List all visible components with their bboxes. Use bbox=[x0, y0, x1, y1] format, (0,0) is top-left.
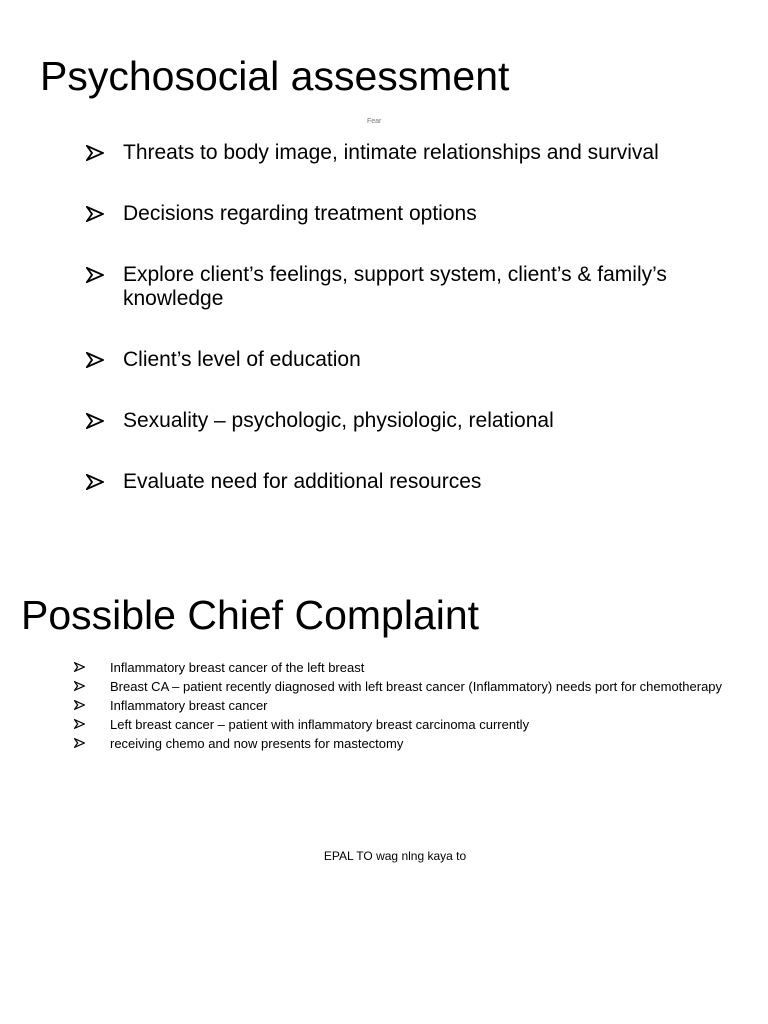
list-item bbox=[86, 202, 696, 226]
list-item bbox=[74, 679, 730, 694]
arrow-bullet-icon bbox=[86, 206, 104, 222]
arrow-bullet-icon bbox=[74, 738, 85, 748]
list-item-text: Breast CA – patient recently diagnosed with left breast cancer (Inflammatory) needs port for chemotherapy bbox=[110, 679, 723, 694]
arrow-bullet-icon bbox=[86, 474, 104, 490]
fear-note: Fear bbox=[367, 118, 382, 125]
list-item bbox=[74, 660, 730, 675]
arrow-bullet-icon bbox=[86, 352, 104, 368]
arrow-bullet-icon bbox=[74, 681, 85, 691]
list-item bbox=[86, 263, 696, 311]
arrow-bullet-icon bbox=[86, 267, 104, 283]
list-item bbox=[86, 348, 696, 372]
section-title-psychosocial: Psychosocial assessment bbox=[40, 53, 510, 99]
arrow-bullet-icon bbox=[86, 145, 104, 161]
list-item bbox=[86, 409, 696, 433]
list-item-text: Left breast cancer – patient with inflammatory breast carcinoma currently bbox=[110, 717, 530, 732]
list-item bbox=[86, 470, 696, 494]
list-item-text: receiving chemo and now presents for mastectomy bbox=[110, 736, 404, 751]
arrow-bullet-icon bbox=[86, 413, 104, 429]
psychosocial-list bbox=[86, 141, 696, 494]
chief-complaint-list bbox=[74, 660, 730, 755]
arrow-bullet-icon bbox=[74, 719, 85, 729]
arrow-bullet-icon bbox=[74, 662, 85, 672]
list-item-text: Inflammatory breast cancer of the left breast bbox=[110, 660, 365, 675]
footer-note: EPAL TO wag nlng kaya to bbox=[323, 849, 467, 863]
list-item-text: Evaluate need for additional resources bbox=[123, 470, 482, 493]
list-item-text: Inflammatory breast cancer bbox=[110, 698, 268, 713]
arrow-bullet-icon bbox=[74, 700, 85, 710]
list-item bbox=[86, 141, 696, 165]
section-title-chief-complaint: Possible Chief Complaint bbox=[21, 592, 480, 638]
list-item-text: Explore client’s feelings, support system, client’s & family’s knowledge bbox=[123, 263, 667, 310]
list-item-text: Threats to body image, intimate relationships and survival bbox=[123, 141, 659, 164]
list-item bbox=[74, 698, 730, 713]
list-item-text: Client’s level of education bbox=[123, 348, 361, 371]
list-item bbox=[74, 736, 730, 751]
list-item-text: Decisions regarding treatment options bbox=[123, 202, 477, 225]
list-item bbox=[74, 717, 730, 732]
list-item-text: Sexuality – psychologic, physiologic, relational bbox=[123, 409, 554, 432]
